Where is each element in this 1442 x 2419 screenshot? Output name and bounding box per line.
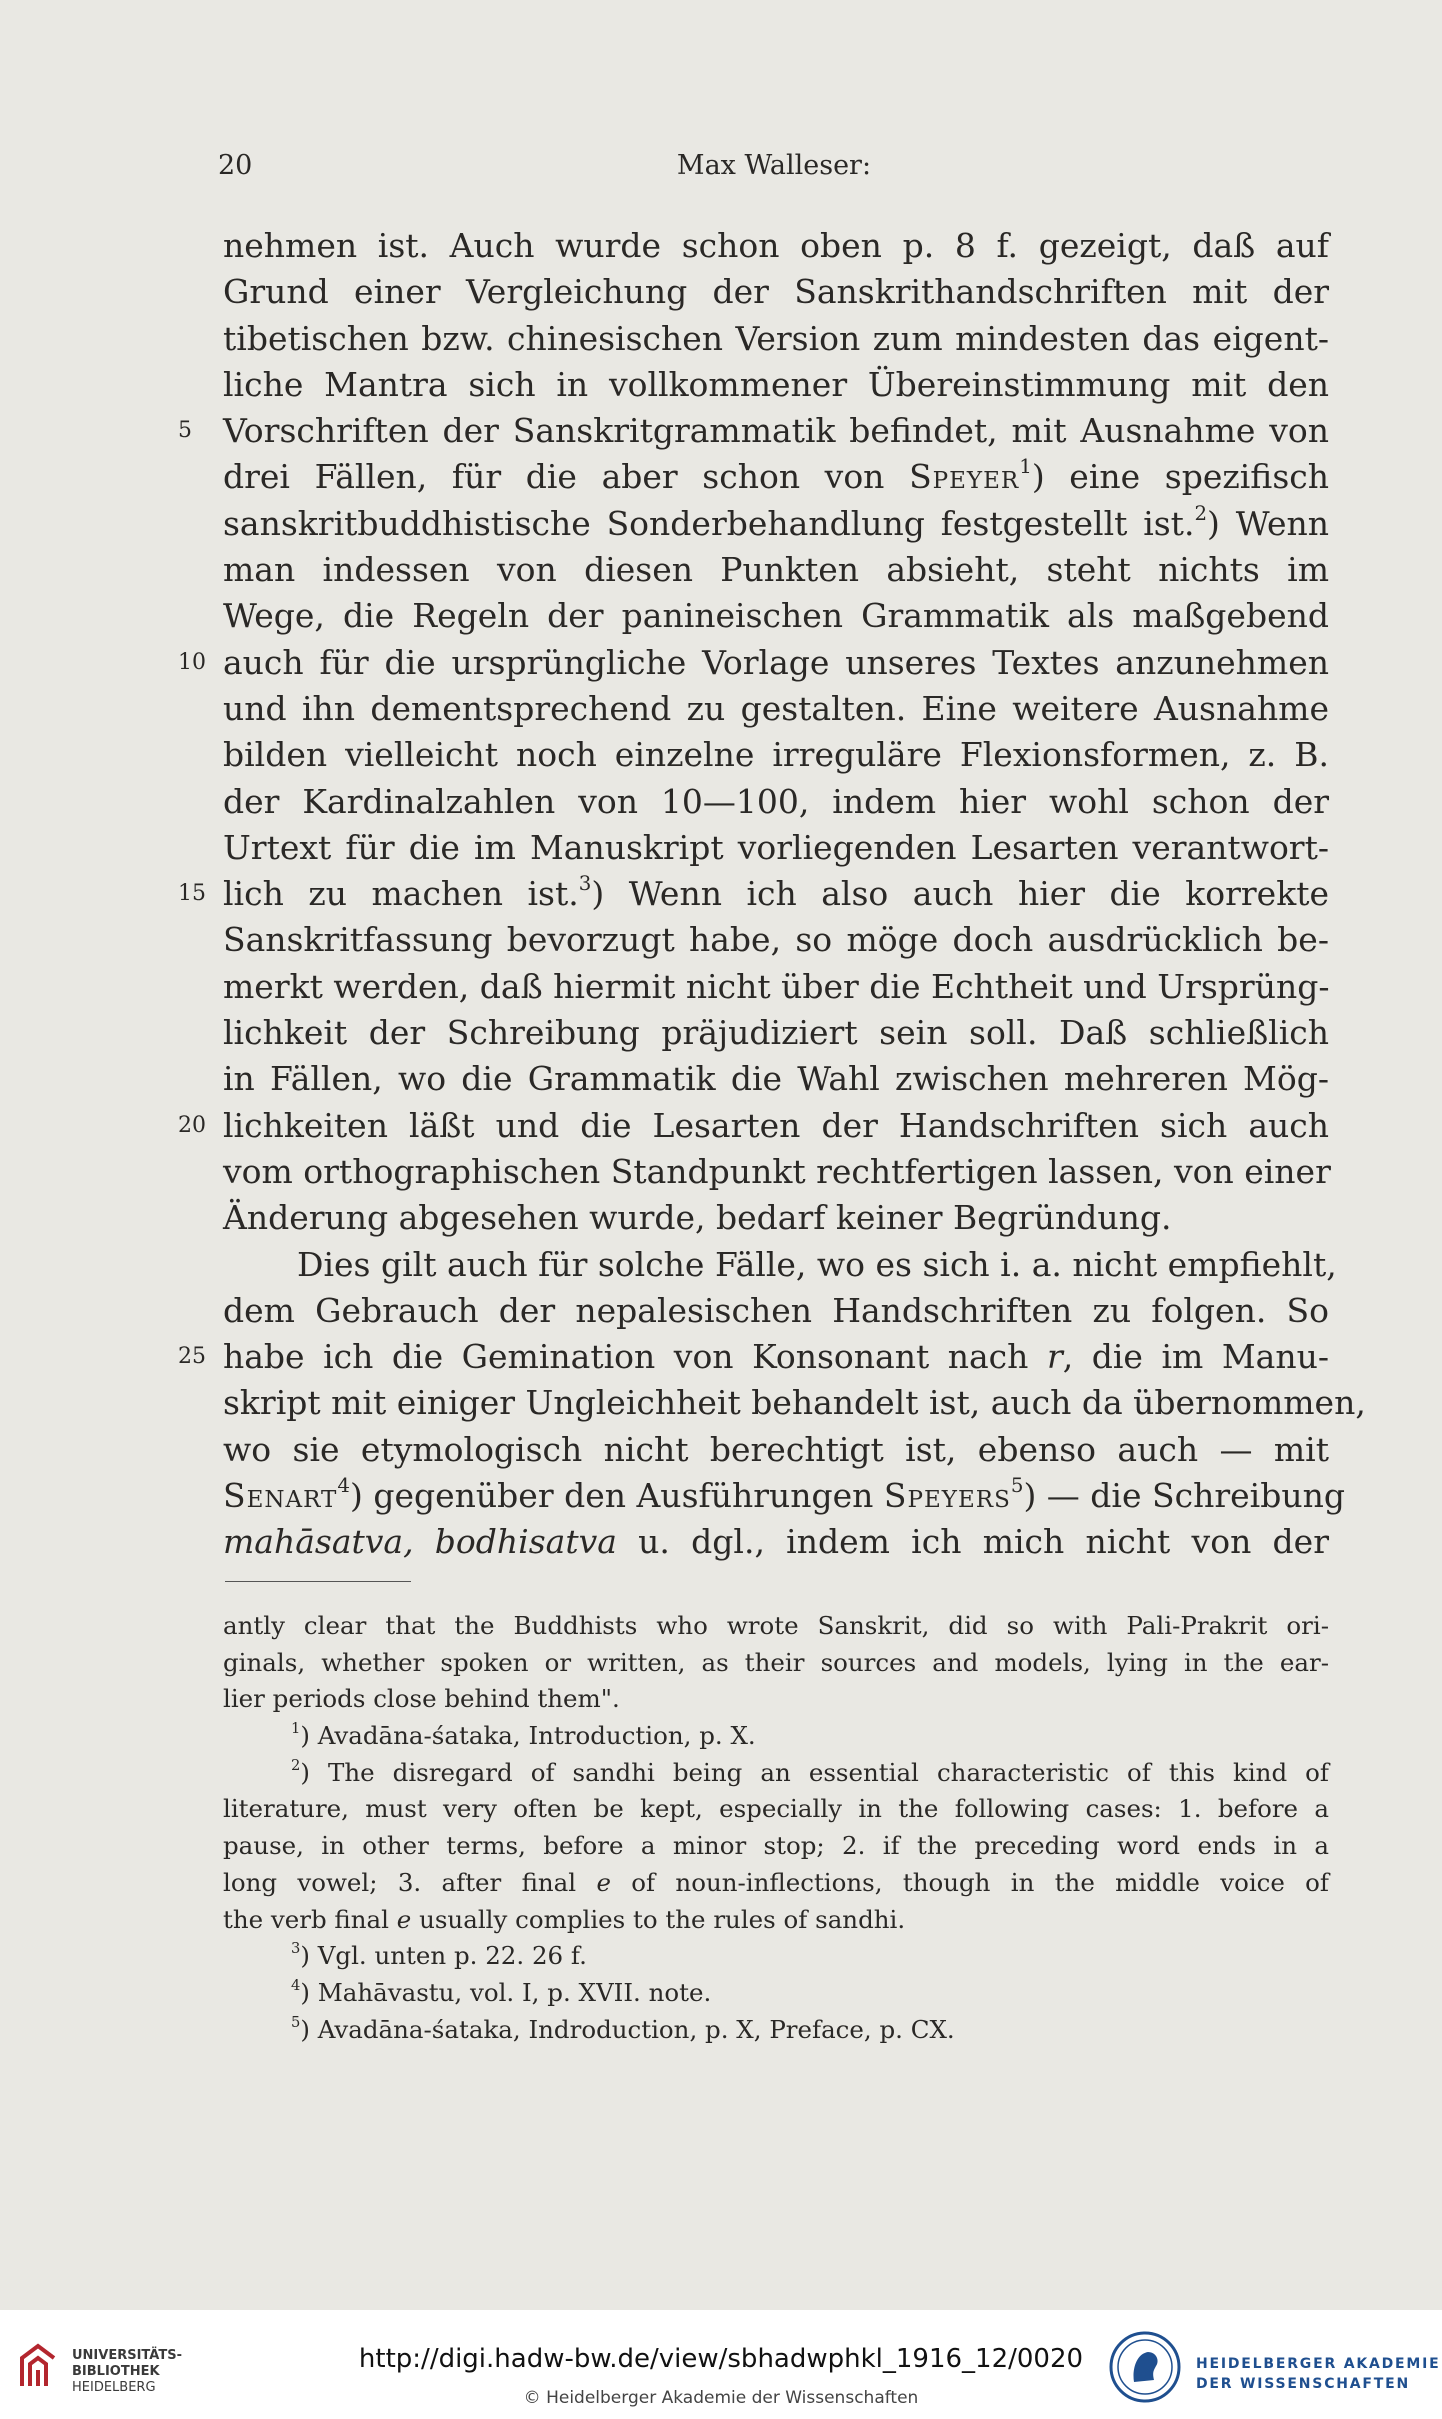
footnote-line: long vowel; 3. after final e of noun-inflections, though in the middle voice of [223,1867,1330,1897]
text-line: 25 habe ich die Gemination von Konsonant nach r, die im Manu- [223,1334,1329,1380]
academy-label: HEIDELBERGER AKADEMIE DER WISSENSCHAFTEN [1196,2356,1441,2392]
footnote-line: antly clear that the Buddhists who wrote Sanskrit, did so with Pali-Prakrit ori- [223,1611,1329,1640]
text-line: der Kardinalzahlen von 10—100, indem hier wohl schon der [223,781,1329,821]
university-library-label: UNIVERSITÄTS- BIBLIOTHEK HEIDELBERG [72,2348,182,2395]
text-line: drei Fällen, für die aber schon von Speyer$^1$) eine spezifisch [223,455,1329,497]
text-line: liche Mantra sich in vollkommener Übereinstimmung mit den [223,364,1329,404]
line-number: 20 [178,1112,206,1138]
text-line: Sanskritfassung bevorzugt habe, so möge doch ausdrücklich be- [223,920,1329,960]
text-line: lichkeit der Schreibung präjudiziert sein soll. Daß schließlich [223,1013,1329,1053]
footnotes [223,1608,1329,2048]
text-line: merkt werden, daß hiermit nicht über die Echtheit und Ursprüng- [223,966,1330,1006]
footnote-line: $^4$) Mahāvastu, vol. I, p. XVII. note. [291,1976,712,2007]
main-text [178,223,1366,1566]
text-line: Wege, die Regeln der panineischen Grammatik als maßgebend [223,596,1329,636]
text-line: vom orthographischen Standpunkt rechtfertigen lassen, von einer [223,1151,1331,1191]
text-line: 15 lich zu machen ist.$^3$) Wenn ich also auch hier die korrekte [223,871,1329,917]
footnote-line: literature, must very often be kept, especially in the following cases: 1. before a [223,1794,1329,1824]
footer-bar [0,2310,1442,2419]
text-line: 5 Vorschriften der Sanskritgrammatik befindet, mit Ausnahme von [223,408,1329,454]
text-line: und ihn dementsprechend zu gestalten. Eine weitere Ausnahme [223,688,1329,728]
text-line: dem Gebrauch der nepalesischen Handschriften zu folgen. So [223,1290,1329,1330]
line-number: 25 [178,1344,206,1370]
text-line: mahāsatva, bodhisatva u. dgl., indem ich mich nicht von der [223,1522,1329,1562]
line-number: 15 [178,881,206,907]
text-line: in Fällen, wo die Grammatik die Wahl zwischen mehreren Mög- [223,1059,1329,1099]
footnote-line: $^2$) The disregard of sandhi being an essential characteristic of this kind of [291,1756,1329,1787]
line-number: 5 [178,418,192,444]
footnote-line: $^3$) Vgl. unten p. 22. 26 f. [291,1940,587,1971]
permalink-url[interactable]: http://digi.hadw-bw.de/view/sbhadwphkl_1916_12/0020 [358,2344,1084,2374]
text-line: nehmen ist. Auch wurde schon oben p. 8 f. gezeigt, daß auf [223,226,1329,265]
running-head: Max Walleser: [676,150,872,181]
text-line: 20 lichkeiten läßt und die Lesarten der Handschriften sich auch [223,1103,1329,1149]
text-line: bilden vielleicht noch einzelne irreguläre Flexionsformen, z. B. [223,735,1329,775]
copyright-notice: © Heidelberger Akademie der Wissenschaften [523,2388,919,2408]
page-header [218,150,1330,190]
footnote-line: the verb final e usually complies to the rules of sandhi. [223,1904,906,1934]
footnote-line: pause, in other terms, before a minor stop; 2. if the preceding word ends in a [223,1831,1329,1861]
text-line: Änderung abgesehen wurde, bedarf keiner Begründung. [223,1198,1172,1238]
text-line: Urtext für die im Manuskript vorliegenden Lesarten verantwort- [223,827,1329,867]
text-line: wo sie etymologisch nicht berechtigt ist, ebenso auch — mit [223,1429,1329,1469]
footnote-line: ginals, whether spoken or written, as their sources and models, lying in the ear- [223,1647,1329,1677]
page-number: 20 [218,150,253,181]
text-line: skript mit einiger Ungleichheit behandelt ist, auch da übernommen, [223,1383,1366,1423]
text-line: sanskritbuddhistische Sonderbehandlung festgestellt ist.$^2$) Wenn [223,501,1329,543]
line-number: 10 [178,649,206,675]
text-line: Dies gilt auch für solche Fälle, wo es sich i. a. nicht empfiehlt, [297,1244,1337,1284]
text-line: Grund einer Vergleichung der Sanskrithandschriften mit der [223,272,1329,312]
text-line: 10 auch für die ursprüngliche Vorlage unseres Textes anzunehmen [223,640,1329,686]
text-line: man indessen von diesen Punkten absieht, steht nichts im [223,550,1329,590]
text-line: tibetischen bzw. chinesischen Version zum mindesten das eigent- [223,318,1329,358]
footnote-rule [225,1581,411,1582]
text-line: Senart$^4$) gegenüber den Ausführungen Speyers$^5$) — die Schreibung [223,1474,1345,1516]
footnote-line: $^5$) Avadāna-śataka, Indroduction, p. X, Preface, p. CX. [291,2013,955,2044]
footnote-line: lier periods close behind them". [223,1684,620,1714]
footnote-line: $^1$) Avadāna-śataka, Introduction, p. X. [291,1720,756,1751]
academy-seal-icon [1108,2330,1182,2404]
